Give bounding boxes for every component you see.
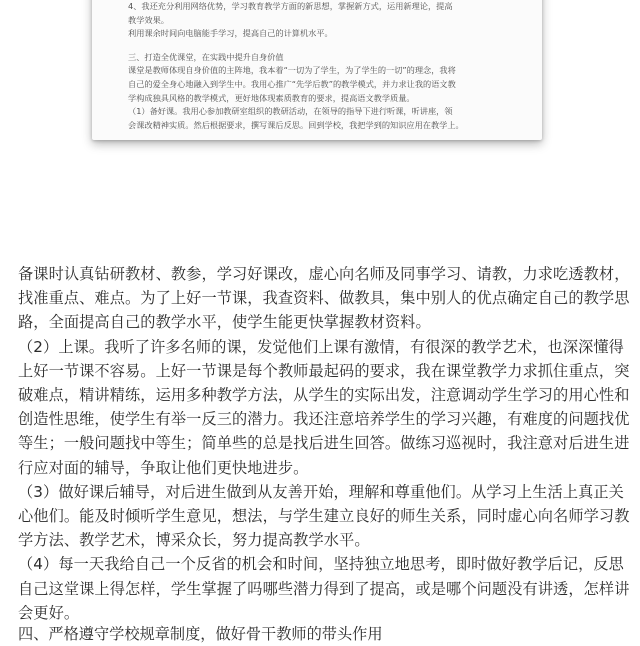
text-line: 上好一节课不容易。上好一节课是每个教师最起码的要求，我在课堂教学力求抓住重点，突 — [18, 361, 630, 380]
preview-text-block — [128, 0, 508, 132]
preview-line: 自己的爱全身心地融入到学生中。我用心推广“先学后教”的教学模式，并力求让我的语文教 — [128, 78, 456, 89]
text-line: 自己这堂课上得怎样，学生掌握了吗哪些潜力得到了提高，或是哪个问题没有讲透，怎样讲 — [18, 579, 630, 598]
paragraph-reflection — [18, 552, 630, 625]
preview-line: 4、我还充分利用网络优势，学习教育教学方面的新思想，掌握新方式，运用新理论，提高 — [128, 1, 453, 11]
text-line: 找准重点、难点。为了上好一节课，我查资料、做教具，集中别人的优点确定自己的教学思 — [18, 289, 630, 308]
article-body — [18, 262, 630, 625]
preview-line: 教学效果。 — [128, 14, 169, 25]
paragraph-teaching — [18, 335, 630, 480]
preview-spacer — [128, 41, 508, 51]
text-line: （4）每一天我给自己一个反省的机会和时间，坚持独立地思考，即时做好教学后记，反思 — [18, 555, 624, 574]
preview-line: 课堂是教师体现自身价值的主阵地，我本着“一切为了学生，为了学生的一切”的理念，我将 — [128, 65, 456, 76]
text-line: 心他们。能及时倾听学生意见，想法，与学生建立良好的师生关系，同时虚心向名师学习教 — [18, 507, 630, 526]
paragraph-prep — [18, 262, 630, 335]
section-heading: 四、严格遵守学校规章制度，做好骨干教师的带头作用 — [18, 625, 383, 643]
preview-line: 会课改精神实质。然后根据要求，撰写课后反思。回到学校，我把学到的知识应用在教学上。 — [128, 119, 464, 130]
preview-line: （1）备好课。我用心参加教研室组织的教研活动，在领导的指导下进行听课，听讲座，领 — [128, 106, 453, 117]
text-line: （2）上课。我听了许多名师的课，发觉他们上课有激情，有很深的教学艺术，也深深懂得 — [18, 337, 624, 356]
preview-line: 利用课余时间向电脑能手学习，提高自己的计算机水平。 — [128, 28, 333, 39]
text-line: 路，全面提高自己的教学水平，使学生能更快掌握教材资料。 — [18, 313, 431, 332]
text-line: 等生；一般问题找中等生；简单些的总是找后进生回答。做练习巡视时，我注意对后进生进 — [18, 434, 630, 453]
text-line: （3）做好课后辅导，对后进生做到从友善开始，理解和尊重他们。从学习上生活上真正关 — [18, 482, 624, 501]
text-line: 行应对面的辅导，争取让他们更快地进步。 — [18, 458, 309, 477]
text-line: 破难点，精讲精练，运用多种教学方法，从学生的实际出发，注意调动学生学习的用心性和 — [18, 386, 630, 405]
text-line: 会更好。 — [18, 603, 80, 622]
text-line: 学方法、教学艺术，博采众长，努力提高教学水平。 — [18, 531, 370, 550]
document-preview-area — [0, 0, 640, 260]
text-line: 备课时认真钻研教材、教参，学习好课改，虚心向名师及同事学习、请教，力求吃透教材， — [18, 265, 630, 283]
paragraph-tutoring — [18, 480, 630, 553]
document-page-preview — [92, 0, 542, 140]
preview-line: 三、打造全优课堂，在实践中提升自身价值 — [128, 51, 284, 62]
preview-line: 学构成独具风格的教学模式，更好地体现素质教育的要求，提高语文教学质量。 — [128, 92, 415, 103]
text-line: 创造性思维，使学生有举一反三的潜力。我还注意培养学生的学习兴趣，有难度的问题找优 — [18, 410, 630, 429]
